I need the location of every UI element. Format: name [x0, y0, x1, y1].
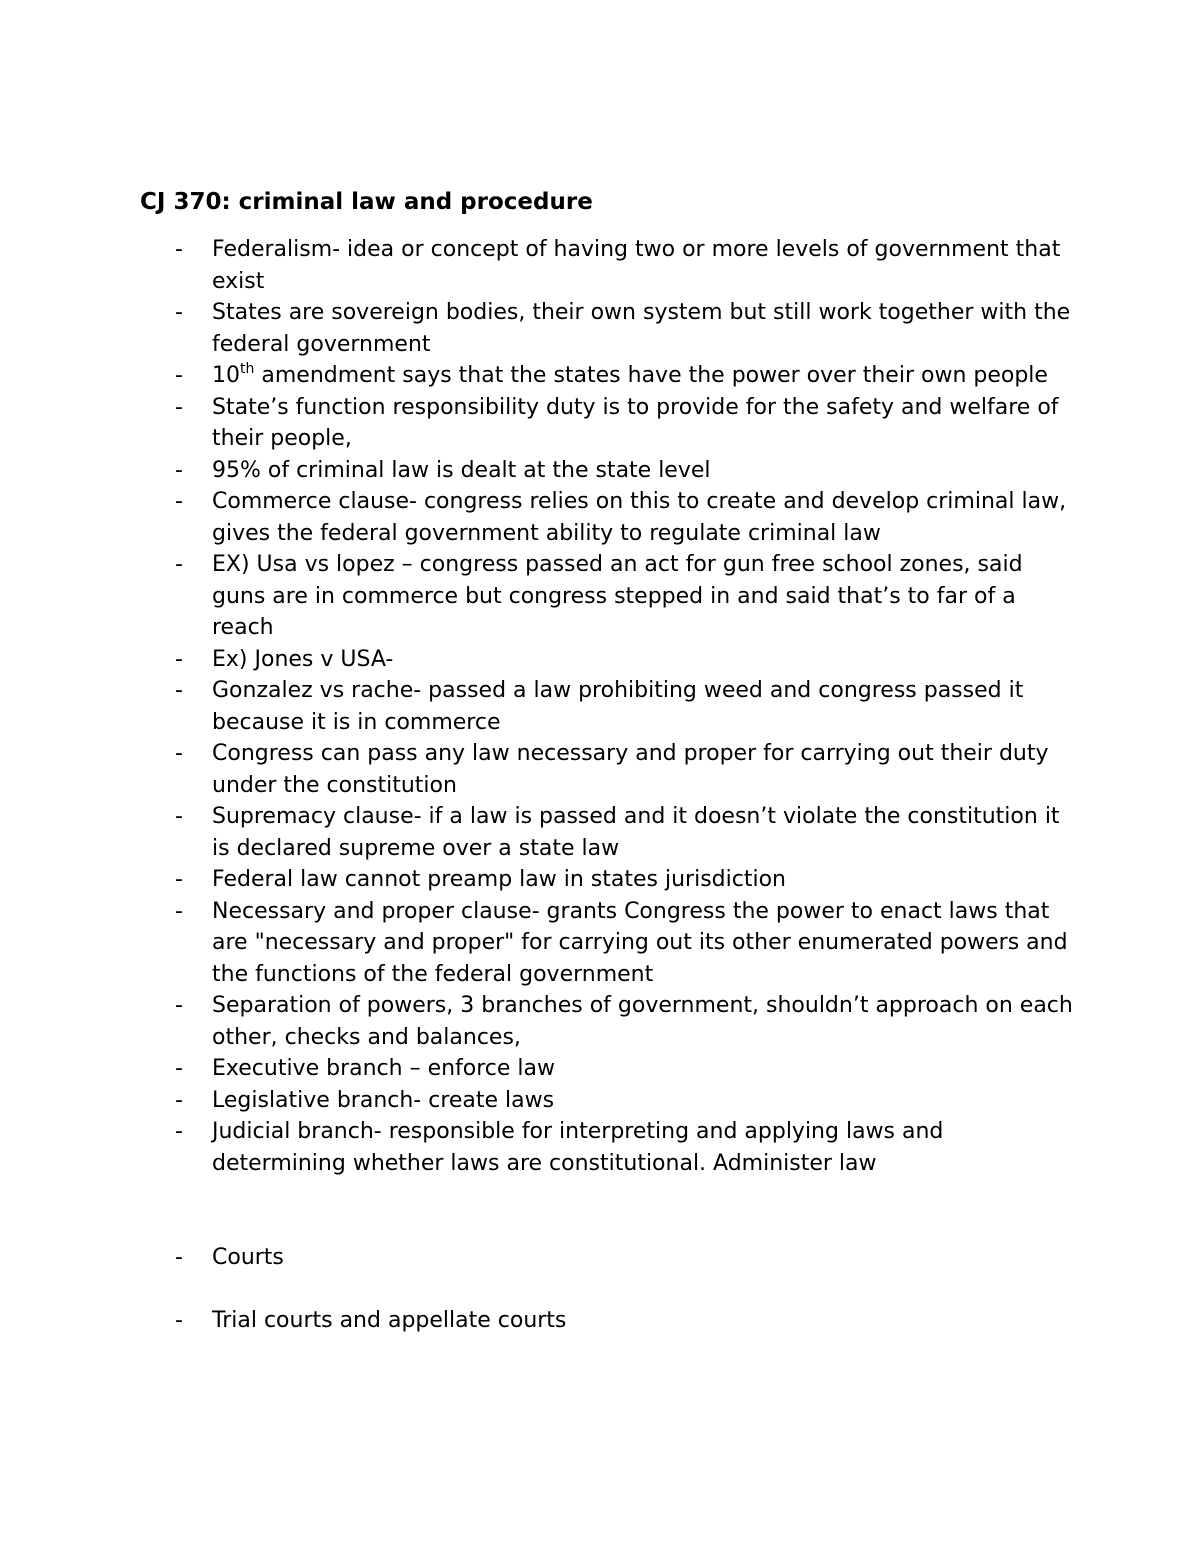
- list-item: [140, 1305, 1080, 1337]
- list-item-text: Executive branch – enforce law: [212, 1056, 556, 1081]
- bullet-dash: -: [175, 1119, 183, 1144]
- list-item-text: Federalism- idea or concept of having two or more levels of government that exist: [212, 237, 1061, 294]
- bullet-dash: -: [175, 489, 183, 514]
- bullet-dash: -: [175, 867, 183, 892]
- bullet-dash: -: [175, 363, 183, 388]
- list-item-text: Gonzalez vs rache- passed a law prohibiting weed and congress passed it because it is in commerce: [212, 678, 1024, 735]
- list-item: [140, 549, 1080, 644]
- list-item: [140, 864, 1080, 896]
- list-item-text: Courts: [212, 1245, 284, 1270]
- list-item-text-rest: amendment says that the states have the power over their own people: [254, 363, 1048, 388]
- list-item: [140, 675, 1080, 738]
- bullet-dash: -: [175, 457, 183, 483]
- list-item: [140, 486, 1080, 549]
- list-item: [140, 801, 1080, 864]
- bullet-dash: -: [175, 646, 183, 672]
- list-item: [140, 234, 1080, 297]
- list-item-text: Necessary and proper clause- grants Congress the power to enact laws that are "necessary and proper" for carrying out its other enumerated powers and the functions of the federal government: [212, 898, 1068, 987]
- list-item-text: Judicial branch- responsible for interpreting and applying laws and determining whether laws are constitutional. Administer law: [212, 1119, 944, 1176]
- list-item: [140, 392, 1080, 455]
- notes-list: [140, 234, 1080, 1336]
- list-item-text: Commerce clause- congress relies on this to create and develop criminal law, gives the federal government ability to regulate criminal law: [212, 489, 1067, 546]
- list-item-text: Legislative branch- create laws: [212, 1087, 555, 1113]
- bullet-dash: -: [175, 1087, 183, 1113]
- list-item-text: Supremacy clause- if a law is passed and it doesn’t violate the constitution it is declared supreme over a state law: [212, 804, 1060, 861]
- bullet-dash: -: [175, 1307, 183, 1333]
- list-item: [140, 455, 1080, 487]
- list-item-text: Congress can pass any law necessary and proper for carrying out their duty under the constitution: [212, 741, 1049, 798]
- list-item: [140, 738, 1080, 801]
- list-item-text: [212, 363, 1048, 388]
- list-item-text: Separation of powers, 3 branches of government, shouldn’t approach on each other, checks and balances,: [212, 993, 1073, 1050]
- ordinal-number: 10: [212, 363, 240, 388]
- list-item-text: EX) Usa vs lopez – congress passed an act for gun free school zones, said guns are in commerce but congress stepped in and said that’s to far of a reach: [212, 552, 1023, 640]
- list-item: [140, 644, 1080, 676]
- list-item: [140, 360, 1080, 392]
- list-item: [140, 1242, 1080, 1274]
- list-item: [140, 1116, 1080, 1179]
- bullet-dash: -: [175, 898, 183, 924]
- list-item: [140, 297, 1080, 360]
- list-item-text: Federal law cannot preamp law in states jurisdiction: [212, 867, 786, 892]
- bullet-dash: -: [175, 552, 183, 577]
- list-item-text: Ex) Jones v USA-: [212, 646, 394, 672]
- list-item: [140, 1053, 1080, 1085]
- bullet-dash: -: [175, 300, 183, 325]
- document-title: CJ 370: criminal law and procedure: [140, 189, 593, 215]
- bullet-dash: -: [175, 678, 183, 703]
- bullet-dash: -: [175, 1056, 183, 1081]
- list-item: [140, 990, 1080, 1053]
- list-item-text: Trial courts and appellate courts: [212, 1307, 567, 1333]
- bullet-dash: -: [175, 1245, 183, 1270]
- list-item-text: 95% of criminal law is dealt at the state level: [212, 457, 711, 483]
- list-item-text: State’s function responsibility duty is to provide for the safety and welfare of their people,: [212, 394, 1059, 451]
- bullet-dash: -: [175, 237, 183, 262]
- bullet-dash: -: [175, 741, 183, 766]
- ordinal-suffix: th: [240, 361, 255, 377]
- list-item-text: States are sovereign bodies, their own system but still work together with the federal government: [212, 300, 1071, 357]
- bullet-dash: -: [175, 993, 183, 1018]
- list-item: [140, 1085, 1080, 1117]
- bullet-dash: -: [175, 804, 183, 829]
- list-item: [140, 896, 1080, 991]
- bullet-dash: -: [175, 394, 183, 420]
